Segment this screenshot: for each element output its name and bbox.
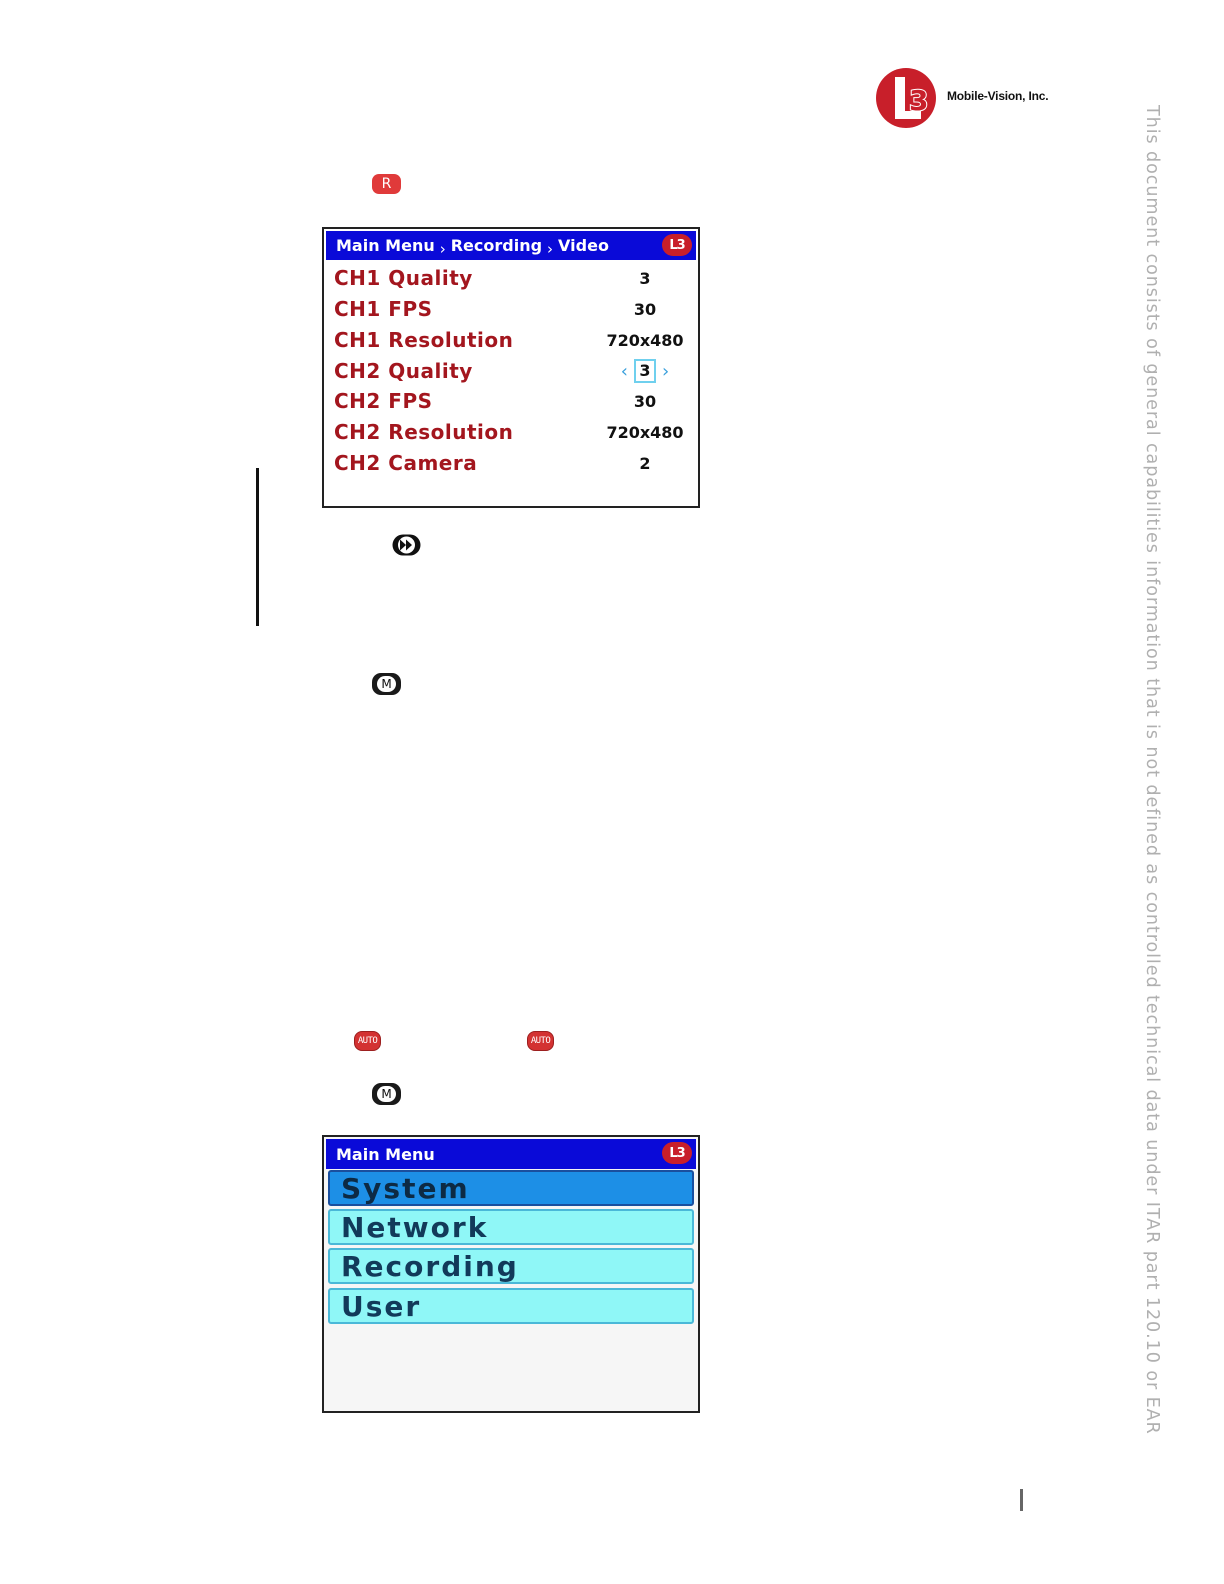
- value-editor[interactable]: [604, 359, 686, 383]
- setting-label: CH1 Quality: [334, 266, 473, 290]
- l3-logo-icon: [875, 67, 939, 129]
- setting-label: CH2 Camera: [334, 451, 478, 475]
- setting-label: CH2 FPS: [334, 389, 433, 413]
- setting-row-ch1-fps[interactable]: [334, 294, 688, 324]
- setting-value: 2: [639, 453, 651, 473]
- itar-disclaimer: This document consists of general capabilities information that is not defined as controlled technical data under ITAR part 120.10 or EAR: [1142, 105, 1162, 1435]
- menu-item-system[interactable]: System: [328, 1170, 694, 1206]
- setting-label: CH2 Resolution: [334, 420, 514, 444]
- setting-value: 720x480: [606, 330, 684, 350]
- menu-button-icon: M: [372, 673, 401, 695]
- screen-header: [326, 231, 696, 260]
- auto-button-icon: AUTO: [354, 1031, 381, 1051]
- breadcrumb-recording[interactable]: Recording: [450, 236, 543, 255]
- setting-value: 30: [633, 299, 657, 319]
- company-name: Mobile-Vision, Inc.: [947, 89, 1049, 103]
- setting-label: CH1 Resolution: [334, 328, 514, 352]
- menu-item-user[interactable]: User: [328, 1288, 694, 1324]
- setting-row-ch2-quality[interactable]: [334, 356, 688, 386]
- l3-logo-icon: L3: [662, 1142, 692, 1164]
- setting-row-ch2-fps[interactable]: [334, 386, 688, 416]
- setting-row-ch1-quality[interactable]: [334, 263, 688, 293]
- page-divider: [1020, 1489, 1023, 1511]
- setting-label: CH1 FPS: [334, 297, 433, 321]
- fast-forward-icon: [392, 534, 421, 556]
- breadcrumb-video: Video: [558, 236, 609, 255]
- setting-row-ch1-resolution[interactable]: [334, 325, 688, 355]
- svg-text:3: 3: [909, 84, 929, 117]
- setting-value: 3: [639, 268, 651, 288]
- auto-button-icon: AUTO: [527, 1031, 554, 1051]
- company-logo: [875, 67, 1075, 129]
- chevron-right-icon: ›: [547, 239, 554, 258]
- setting-value: 30: [633, 391, 657, 411]
- video-settings-screen: [322, 227, 700, 508]
- screen-header: [326, 1139, 696, 1169]
- setting-value-selected[interactable]: 3: [634, 359, 656, 383]
- chevron-right-icon[interactable]: ›: [662, 360, 670, 382]
- breadcrumb-main-menu[interactable]: Main Menu: [336, 236, 435, 255]
- screen-title: Main Menu: [336, 1144, 435, 1164]
- chevron-right-icon: ›: [439, 239, 446, 258]
- chevron-left-icon[interactable]: ‹: [620, 360, 628, 382]
- menu-button-icon: M: [372, 1083, 401, 1105]
- change-bar: [256, 468, 259, 626]
- setting-value: 720x480: [606, 422, 684, 442]
- setting-row-ch2-camera[interactable]: [334, 448, 688, 478]
- setting-row-ch2-resolution[interactable]: [334, 417, 688, 447]
- l3-logo-icon: L3: [662, 234, 692, 256]
- setting-label: CH2 Quality: [334, 359, 473, 383]
- menu-item-recording[interactable]: Recording: [328, 1248, 694, 1284]
- main-menu-screen: [322, 1135, 700, 1413]
- menu-item-network[interactable]: Network: [328, 1209, 694, 1245]
- r-button-icon: R: [372, 174, 401, 194]
